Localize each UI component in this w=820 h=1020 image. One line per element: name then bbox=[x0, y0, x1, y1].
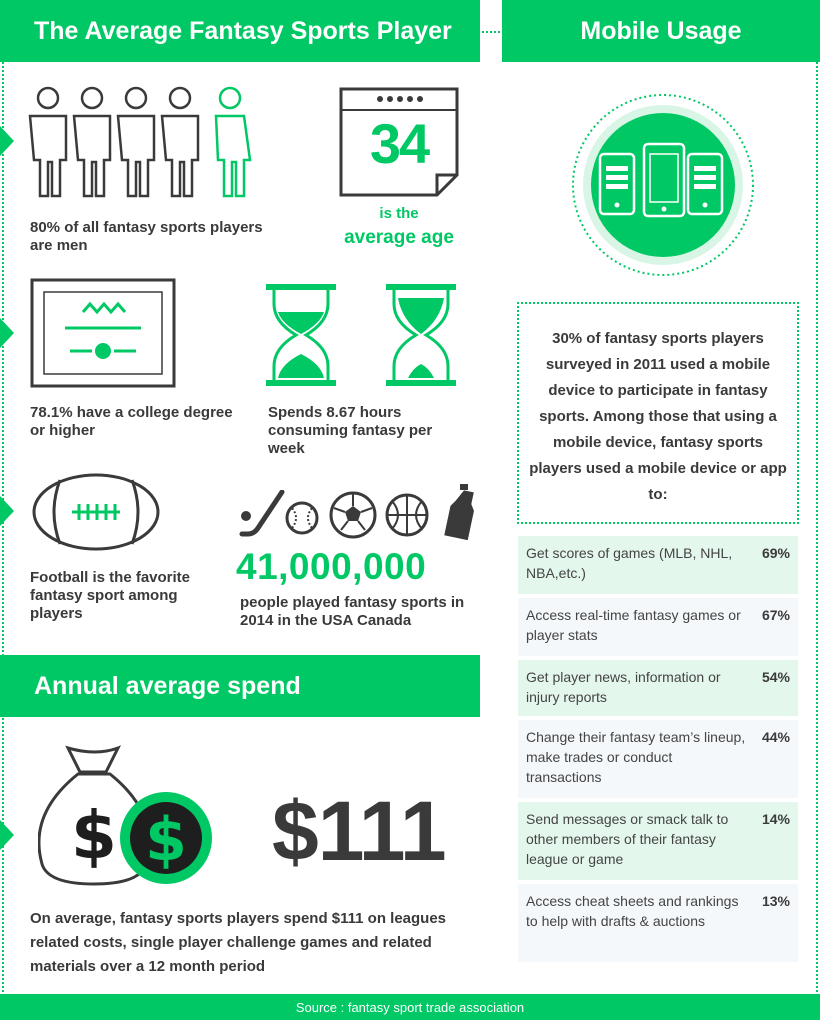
mobile-row bbox=[518, 660, 798, 716]
age-number: 34 bbox=[369, 112, 429, 175]
mobile-text-box bbox=[517, 302, 799, 524]
hours-text: Spends 8.67 hours consuming fantasy per week bbox=[268, 404, 433, 457]
mobile-row-label: Access real-time fantasy games or player stats bbox=[526, 607, 741, 643]
mobile-devices-icon bbox=[570, 92, 756, 278]
mobile-row-pct: 67% bbox=[761, 607, 790, 623]
men-text: 80% of all fantasy sports players are men bbox=[30, 219, 263, 254]
mobile-row-label: Send messages or smack talk to other members of their fantasy league or game bbox=[526, 811, 729, 867]
header-left-title: The Average Fantasy Sports Player bbox=[34, 16, 452, 45]
mobile-row-label: Access cheat sheets and rankings to help with drafts & auctions bbox=[526, 893, 739, 929]
mobile-row-pct: 54% bbox=[761, 669, 790, 685]
players-text: people played fantasy sports in 2014 in the USA Canada bbox=[240, 594, 465, 629]
football-icon bbox=[32, 472, 160, 552]
header-connector bbox=[482, 31, 500, 33]
diploma-icon bbox=[30, 278, 176, 388]
baseball-icon bbox=[284, 500, 320, 536]
spend-header-title: Annual average spend bbox=[34, 671, 301, 700]
football-text: Football is the favorite fantasy sport among players bbox=[30, 569, 191, 622]
bottle-icon bbox=[440, 484, 474, 540]
money-bag-icon bbox=[38, 740, 218, 890]
mobile-row-label: Get player news, information or injury reports bbox=[526, 669, 721, 705]
mobile-row-pct: 69% bbox=[761, 545, 790, 561]
spend-header bbox=[0, 655, 480, 717]
arrow-marker-icon bbox=[0, 126, 16, 156]
people-icon bbox=[26, 86, 256, 198]
soccer-ball-icon bbox=[328, 490, 378, 540]
spend-text: On average, fantasy sports players spend $111 on leagues related costs, single player challenge games and related materials over a 12 month period bbox=[30, 910, 447, 975]
right-dotted-line bbox=[816, 62, 818, 992]
hockey-stick-icon bbox=[238, 490, 286, 540]
hourglass-icon bbox=[266, 284, 336, 386]
basketball-icon bbox=[384, 492, 430, 538]
players-count: 41,000,000 bbox=[236, 546, 427, 587]
mobile-row-label: Change their fantasy team’s lineup, make trades or conduct transactions bbox=[526, 729, 746, 785]
svg-text:$: $ bbox=[145, 805, 187, 875]
left-dotted-line bbox=[2, 62, 4, 992]
header-left bbox=[0, 0, 480, 62]
svg-text:$: $ bbox=[71, 797, 117, 874]
mobile-row-pct: 14% bbox=[761, 811, 790, 827]
mobile-row bbox=[518, 536, 798, 594]
college-text: 78.1% have a college degree or higher bbox=[30, 404, 233, 439]
spend-amount: $111 bbox=[272, 784, 446, 878]
footer-source: Source : fantasy sport trade association bbox=[295, 999, 525, 1015]
mobile-row bbox=[518, 598, 798, 656]
mobile-row bbox=[518, 884, 798, 962]
arrow-marker-icon bbox=[0, 496, 16, 526]
hourglass-icon bbox=[386, 284, 456, 386]
mobile-text: 30% of fantasy sports players surveyed in 2011 used a mobile device to participate in fantasy sports. Among those that using a mobile device, fantasy sports players used a mobile device or app to: bbox=[529, 330, 787, 503]
header-right bbox=[502, 0, 820, 62]
arrow-marker-icon bbox=[0, 820, 16, 850]
mobile-row-pct: 13% bbox=[761, 893, 790, 909]
header-right-title: Mobile Usage bbox=[580, 16, 742, 45]
arrow-marker-icon bbox=[0, 318, 16, 348]
mobile-row-pct: 44% bbox=[761, 729, 790, 745]
mobile-row bbox=[518, 720, 798, 798]
mobile-row bbox=[518, 802, 798, 880]
footer bbox=[0, 994, 820, 1020]
age-line2: average age bbox=[344, 227, 454, 248]
age-line1: is the bbox=[379, 205, 419, 222]
mobile-row-label: Get scores of games (MLB, NHL, NBA,etc.) bbox=[526, 545, 733, 581]
